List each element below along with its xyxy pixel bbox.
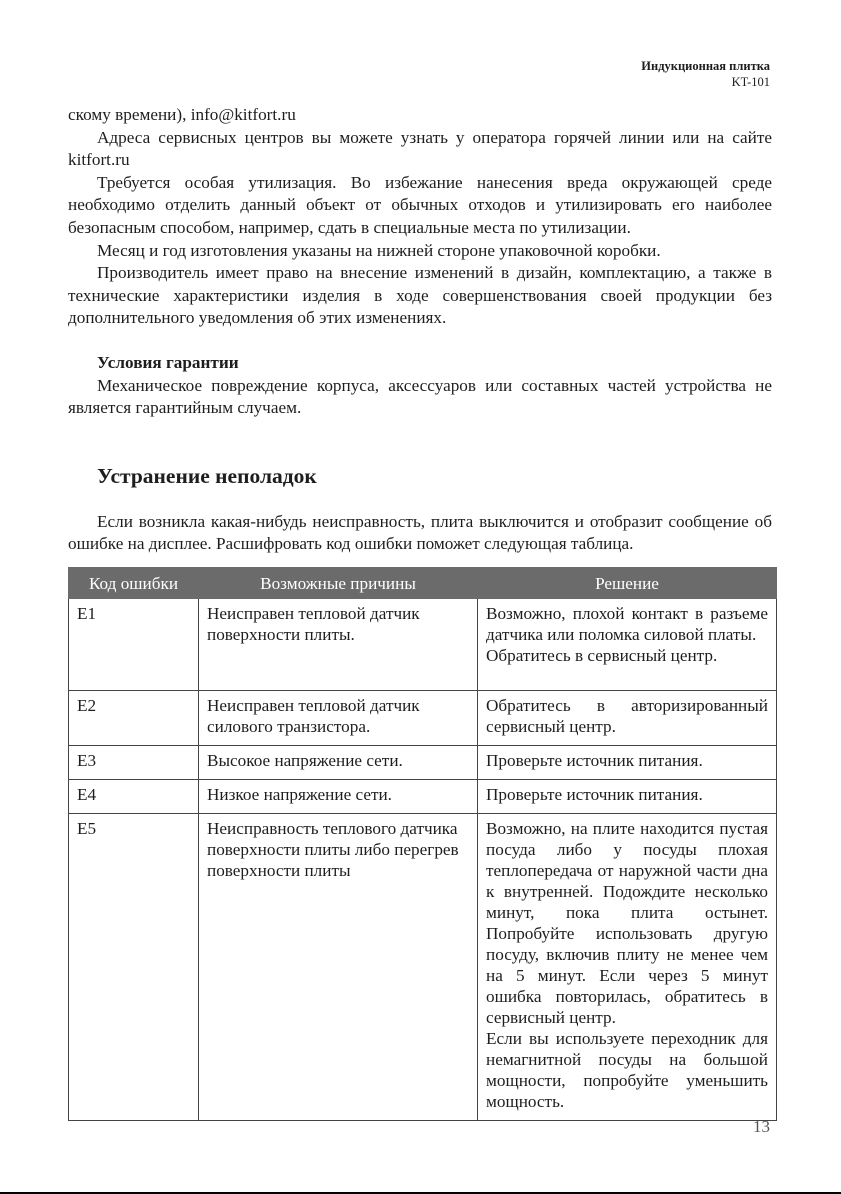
solution-line: Обратитесь в сервисный центр. (486, 646, 718, 665)
error-cause: Неисправность теплового датчика поверхности плиты либо перегрев поверхности плиты (199, 814, 478, 1121)
running-header (641, 58, 770, 90)
solution-line: Если вы используете переходник для немагнитной посуды на большой мощности, попробуйте уменьшить мощность. (486, 1029, 768, 1111)
error-cause: Неисправен тепловой датчик поверхности плиты. (199, 599, 478, 691)
solution-line: Возможно, плохой контакт в разъеме датчика или поломка силовой платы. (486, 604, 768, 644)
body-text (68, 104, 772, 556)
error-solution (478, 746, 777, 780)
table-row (69, 814, 777, 1121)
error-solution (478, 814, 777, 1121)
error-solution (478, 599, 777, 691)
solution-line: Проверьте источник питания. (486, 751, 703, 770)
header-model: KT-101 (731, 75, 770, 89)
error-cause: Высокое напряжение сети. (199, 746, 478, 780)
intro-paragraph: Если возникла какая-нибудь неисправность, плита выключится и отобразит сообщение об ошибке на дисплее. Расшифровать код ошибки поможет следующая таблица. (68, 511, 772, 554)
header-product: Индукционная плитка (641, 59, 770, 73)
error-cause: Неисправен тепловой датчик силового транзистора. (199, 691, 478, 746)
error-solution (478, 691, 777, 746)
error-code: E1 (69, 599, 199, 691)
warranty-text: Механическое повреждение корпуса, аксессуаров или составных частей устройства не является гарантийным случаем. (68, 375, 772, 418)
solution-line: Проверьте источник питания. (486, 785, 703, 804)
paragraph: Производитель имеет право на внесение изменений в дизайн, комплектацию, а также в технические характеристики изделия в ходе совершенствования своей продукции без дополнительного уведомления об этих изменениях. (68, 263, 772, 328)
table-row (69, 599, 777, 691)
error-code: E2 (69, 691, 199, 746)
paragraph: Адреса сервисных центров вы можете узнать у оператора горячей линии или на сайте kitfort.ru (68, 127, 772, 170)
table-row (69, 780, 777, 814)
table-row (69, 746, 777, 780)
error-code: E4 (69, 780, 199, 814)
header-cause: Возможные причины (199, 568, 478, 599)
error-code: E3 (69, 746, 199, 780)
page-number: 13 (753, 1117, 770, 1136)
error-code-table (68, 567, 777, 1121)
section-title: Устранение неполадок (97, 463, 317, 488)
table-header-row (69, 568, 777, 599)
table-row (69, 691, 777, 746)
header-code: Код ошибки (69, 568, 199, 599)
header-solution: Решение (478, 568, 777, 599)
paragraph: Месяц и год изготовления указаны на нижней стороне упаковочной коробки. (97, 240, 661, 260)
paragraph: Требуется особая утилизация. Во избежание нанесения вреда окружающей среде необходимо отделить данный объект от обычных отходов и утилизировать его наиболее безопасным способом, например, сдать в специальные места по утилизации. (68, 172, 772, 237)
solution-line: Возможно, на плите находится пустая посуда либо у посуды плохая теплопередача от наружной части дна к внутренней. Подождите несколько минут, пока плита остынет. Попробуйте использовать другую посуду, включив плиту не менее чем на 5 минут. Если через 5 минут ошибка повторилась, обратитесь в сервисный центр. (486, 819, 768, 1027)
error-code: E5 (69, 814, 199, 1121)
paragraph: скому времени), info@kitfort.ru (68, 105, 296, 124)
warranty-heading: Условия гарантии (97, 352, 239, 372)
solution-line: Обратитесь в авторизированный сервисный центр. (486, 696, 768, 736)
error-cause: Низкое напряжение сети. (199, 780, 478, 814)
error-solution (478, 780, 777, 814)
